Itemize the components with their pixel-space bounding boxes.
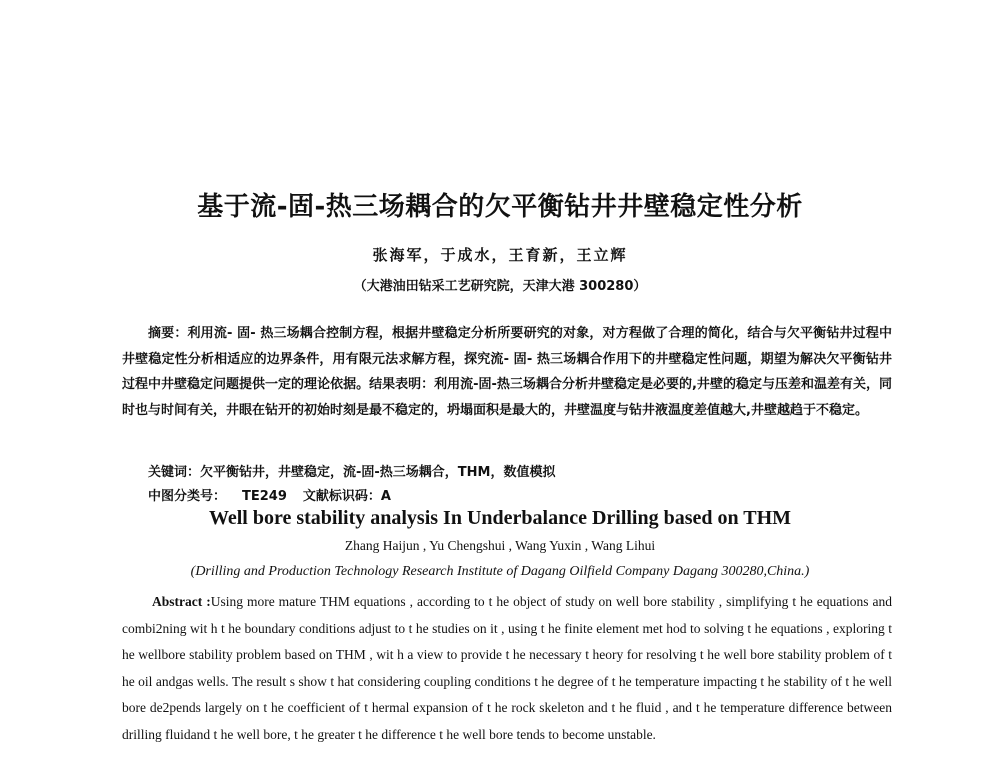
doc-value: A — [380, 489, 391, 504]
abstract-english — [122, 589, 892, 749]
keywords-label: 关键词： — [148, 465, 201, 480]
affiliation-chinese: （大港油田钻采工艺研究院，天津大港 300280） — [353, 279, 647, 294]
abstract-chinese — [122, 321, 892, 423]
abstract-english-text: Using more mature THM equations , according to t he object of study on well bore stability , simplifying t he equations and combi2ning wit h t he boundary conditions adjust to t he studies on it , using t he finite element met hod to solving t he equations , exploring t he wellbore stability problem based on THM , wit h a view to provide t he necessary t heory for resolving t he well bore stability problem of t he oil andgas wells. The result s show t hat considering coupling conditions t he degree of t he temperature impacting t he stability of t he well bore de2pends largely on t he coefficient of t hermal expansion of t he rock skeleton and t he fluid , and t he temperature difference between drilling fluidand t he well bore, t he greater t he difference t he well bore tends to become unstable. — [122, 594, 892, 742]
title-chinese: 基于流-固-热三场耦合的欠平衡钻井井壁稳定性分析 — [197, 192, 803, 222]
abstract-chinese-text: 利用流- 固- 热三场耦合控制方程，根据井壁稳定分析所要研究的对象，对方程做了合理的简化，结合与欠平衡钻井过程中井壁稳定性分析相适应的边界条件，用有限元法求解方程，探究流- 固- 热三场耦合作用下的井壁稳定性问题，期望为解决欠平衡钻井过程中井壁稳定问题提供一定的理论依据。结果表明：利用流-固-热三场耦合分析井壁稳定是必要的,井壁的稳定与压差和温差有关，同时也与时间有关，井眼在钻开的初始时刻是最不稳定的，坍塌面积是最大的，井壁温度与钻井液温度差值越大,井壁越趋于不稳定。 — [122, 326, 892, 418]
class-value: TE249 — [242, 489, 287, 504]
doc-label: 文献标识码： — [302, 489, 381, 504]
affiliation-english: (Drilling and Production Technology Research Institute of Dagang Oilfield Company Dagang 300280,China.) — [190, 564, 810, 579]
abstract-english-label: Abstract : — [152, 594, 211, 609]
class-label: 中图分类号： — [148, 489, 227, 504]
classification-line — [148, 485, 391, 504]
abstract-chinese-label: 摘要： — [148, 326, 188, 341]
authors-chinese: 张海军，于成水，王育新，王立辉 — [372, 246, 628, 264]
title-english: Well bore stability analysis In Underbalance Drilling based on THM — [208, 507, 792, 529]
keywords-text: 欠平衡钻井，井壁稳定，流-固-热三场耦合，THM，数值模拟 — [200, 465, 556, 480]
authors-english: Zhang Haijun , Yu Chengshui , Wang Yuxin , Wang Lihui — [344, 538, 656, 553]
keywords-chinese — [148, 461, 556, 480]
